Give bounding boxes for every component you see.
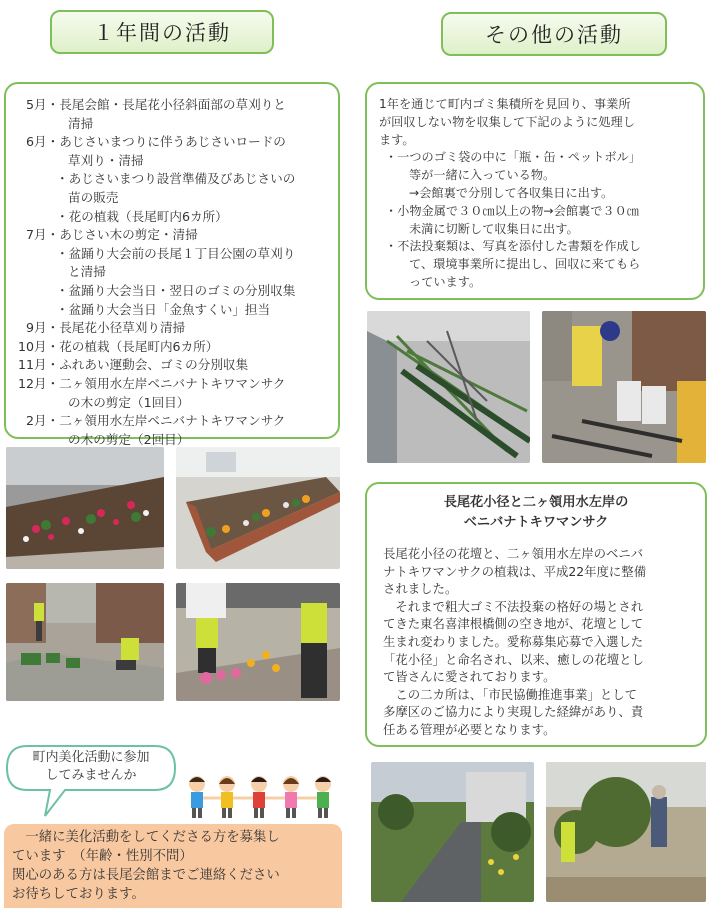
annual-activities-header bbox=[50, 10, 274, 54]
flowerbed-photo-2 bbox=[176, 447, 340, 569]
annual-activity-line: ・あじさいまつり設営準備及びあじさいの bbox=[56, 171, 296, 187]
cutting-metal-photo bbox=[542, 311, 706, 463]
flower-path-paragraph-line: ナトキワマンサクの植栽は、平成22年度に整備 bbox=[383, 563, 647, 579]
other-activities-header bbox=[441, 12, 667, 56]
flower-path-box bbox=[365, 482, 707, 747]
other-activity-line: →会館裏で分別して各収集日に出す。 bbox=[409, 185, 614, 200]
flower-path-paragraph-line: てきた東名喜津根橋側の空き地が、花壇として bbox=[383, 616, 644, 632]
annual-activities-list bbox=[18, 96, 295, 449]
annual-activities-title: １年間の活動 bbox=[93, 21, 231, 45]
flower-path-paragraph-line: 任ある管理が必要となります。 bbox=[383, 722, 556, 737]
flower-path-paragraph-line: 「花小径」と命名され、以来、癒しの花壇とし bbox=[383, 651, 644, 667]
collected-metal-photo bbox=[367, 311, 530, 463]
flower-path-paragraph-line: されました。 bbox=[383, 581, 458, 597]
annual-activity-line: 11月・ふれあい運動会、ゴミの分別収集 bbox=[18, 357, 249, 373]
annual-activity-line: と清掃 bbox=[68, 264, 106, 280]
annual-activity-line: ・盆踊り大会前の長尾１丁目公園の草刈り bbox=[56, 245, 296, 261]
children-illustration bbox=[183, 772, 338, 820]
other-activity-line: ・小物金属で３０㎝以上の物→会館裏で３０㎝ bbox=[385, 203, 639, 218]
flower-path-title-1: 長尾花小径と二ヶ領用水左岸の bbox=[443, 495, 629, 510]
annual-activity-line: 6月・あじさいまつりに伴うあじさいロードの bbox=[26, 134, 286, 150]
flower-path-paragraph-line: て皆さんに愛されております。 bbox=[383, 669, 556, 685]
other-activity-line: が回収しない物を収集して下記のように処理し bbox=[379, 114, 635, 129]
pruning-photo bbox=[546, 762, 706, 902]
other-activities-title: その他の活動 bbox=[485, 23, 623, 47]
flower-path-paragraph-line: 長尾花小径の花壇と、二ヶ領用水左岸のベニバ bbox=[383, 546, 644, 561]
flowerbed-photo-1 bbox=[6, 447, 164, 569]
other-activity-line: っています。 bbox=[409, 274, 482, 289]
annual-activities-box bbox=[4, 82, 340, 447]
other-activity-line: ます。 bbox=[379, 132, 415, 147]
annual-activity-line: 2月・二ヶ領用水左岸ベニバナトキワマンサク bbox=[26, 413, 286, 429]
other-activities-box bbox=[365, 82, 705, 300]
annual-activity-line: 清掃 bbox=[68, 115, 94, 131]
other-activity-line: ・不法投棄類は、写真を添付した書類を作成し bbox=[385, 239, 641, 254]
flower-path-paragraph-line: この二カ所は、「市民協働推進事業」として bbox=[383, 686, 638, 702]
recruitment-box bbox=[4, 824, 342, 908]
volunteers-photo-2 bbox=[176, 583, 340, 701]
annual-activity-line: 苗の販売 bbox=[68, 189, 119, 205]
other-activity-line: 1年を通じて町内ゴミ集積所を見回り、事業所 bbox=[379, 97, 631, 111]
volunteers-photo-1 bbox=[6, 583, 164, 701]
flower-path-paragraph-line: 生まれ変わりました。愛称募集応募で入選した bbox=[383, 634, 644, 649]
annual-activity-line: の木の剪定（2回目） bbox=[68, 431, 190, 447]
flower-path-title-2: ベニバナトキワマンサク bbox=[463, 515, 609, 530]
bubble-line-1: 町内美化活動に参加 bbox=[32, 750, 150, 765]
recruit-line-4: お待ちしております。 bbox=[12, 887, 145, 902]
annual-activity-line: ・花の植栽（長尾町内6カ所） bbox=[56, 208, 228, 224]
other-activity-line: 未満に切断して収集日に出す。 bbox=[409, 221, 579, 236]
annual-activity-line: の木の剪定（1回目） bbox=[68, 394, 190, 410]
recruit-line-1: 一緒に美化活動をしてくださる方を募集し bbox=[12, 830, 280, 845]
other-activity-line: 等が一緒に入っている物。 bbox=[409, 168, 556, 183]
other-activities-list bbox=[379, 96, 641, 292]
flower-path-paragraph-line: 多摩区のご協力により実現した経緯があり、責 bbox=[383, 704, 644, 720]
annual-activity-line: 草刈り・清掃 bbox=[68, 152, 144, 168]
annual-activity-line: ・盆踊り大会当日・翌日のゴミの分別収集 bbox=[56, 282, 296, 298]
invitation-bubble bbox=[5, 744, 177, 790]
annual-activity-line: 7月・あじさい木の剪定・清掃 bbox=[26, 227, 198, 243]
annual-activity-line: 10月・花の植栽（長尾町内6カ所） bbox=[18, 338, 219, 354]
other-activity-line: て、環境事業所に提出し、回収に来てもら bbox=[409, 257, 641, 272]
annual-activity-line: 12月・二ヶ領用水左岸ベニバナトキワマンサク bbox=[18, 375, 286, 391]
bubble-line-2: してみませんか bbox=[45, 768, 137, 783]
recruit-line-2: ています （年齢・性別不問） bbox=[12, 849, 193, 864]
flower-path-photo bbox=[371, 762, 534, 902]
other-activity-line: ・一つのゴミ袋の中に「瓶・缶・ペットボル」 bbox=[385, 150, 641, 165]
annual-activity-line: 9月・長尾花小径草刈り清掃 bbox=[26, 320, 186, 336]
flower-path-paragraph-line: それまで粗大ゴミ不法投棄の格好の場とされ bbox=[383, 598, 644, 614]
annual-activity-line: 5月・長尾会館・長尾花小径斜面部の草刈りと bbox=[26, 97, 286, 112]
recruit-line-3: 関心のある方は長尾会館までご連絡ください bbox=[12, 868, 280, 883]
annual-activity-line: ・盆踊り大会当日「金魚すくい」担当 bbox=[56, 301, 271, 317]
